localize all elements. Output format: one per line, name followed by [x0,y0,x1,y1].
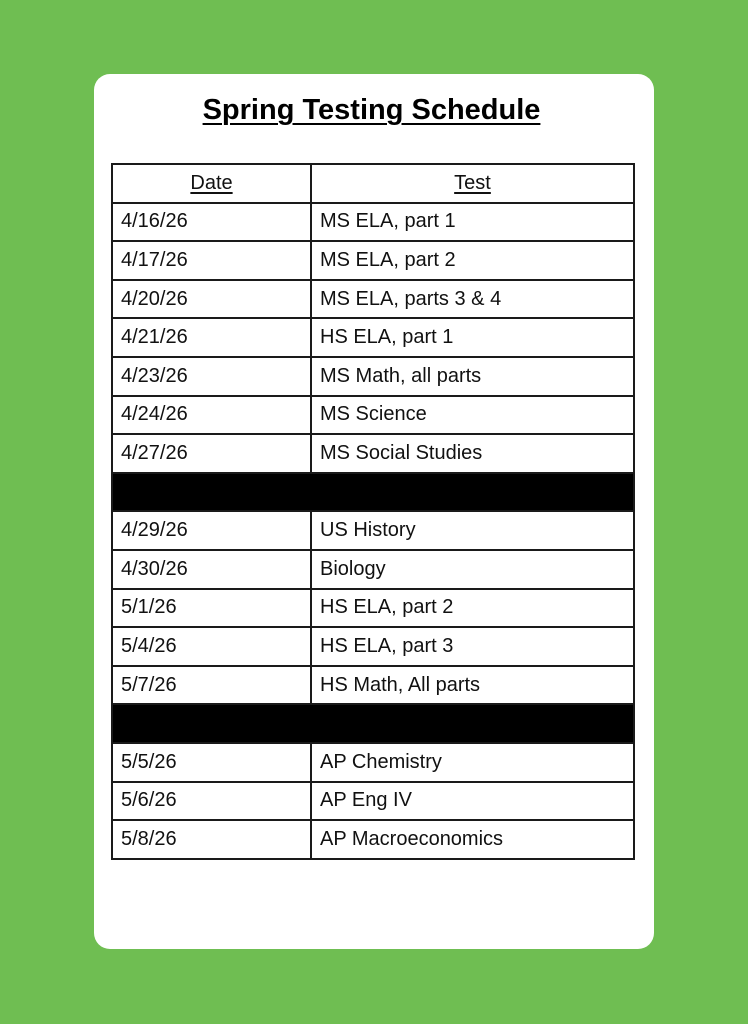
date-cell: 5/8/26 [112,820,311,859]
test-cell: MS ELA, parts 3 & 4 [311,280,634,319]
date-cell: 4/17/26 [112,241,311,280]
test-cell: AP Chemistry [311,743,634,782]
table-row [112,511,634,550]
date-cell: 5/6/26 [112,782,311,821]
table-row [112,782,634,821]
date-cell: 5/5/26 [112,743,311,782]
date-cell: 4/20/26 [112,280,311,319]
table-row [112,241,634,280]
date-cell: 5/4/26 [112,627,311,666]
table-header-row [112,164,634,203]
table-row [112,627,634,666]
test-cell: MS Science [311,396,634,435]
date-cell: 4/24/26 [112,396,311,435]
section-separator-row [112,473,634,512]
date-column-header: Date [112,164,311,203]
page-title: Spring Testing Schedule [202,94,541,126]
test-cell: AP Macroeconomics [311,820,634,859]
test-cell: MS ELA, part 1 [311,203,634,242]
separator-bar [112,473,634,512]
table-row [112,589,634,628]
schedule-table [111,163,635,860]
test-cell: HS Math, All parts [311,666,634,705]
table-row [112,203,634,242]
date-cell: 4/27/26 [112,434,311,473]
date-cell: 5/7/26 [112,666,311,705]
table-row [112,434,634,473]
test-cell: MS ELA, part 2 [311,241,634,280]
date-cell: 4/16/26 [112,203,311,242]
test-cell: MS Social Studies [311,434,634,473]
table-row [112,666,634,705]
table-row [112,820,634,859]
date-cell: 4/23/26 [112,357,311,396]
test-column-header: Test [311,164,634,203]
date-cell: 4/21/26 [112,318,311,357]
table-row [112,280,634,319]
table-row [112,743,634,782]
date-cell: 4/30/26 [112,550,311,589]
test-cell: Biology [311,550,634,589]
test-cell: HS ELA, part 1 [311,318,634,357]
test-cell: HS ELA, part 3 [311,627,634,666]
table-row [112,550,634,589]
separator-bar [112,704,634,743]
date-cell: 5/1/26 [112,589,311,628]
table-row [112,357,634,396]
test-cell: HS ELA, part 2 [311,589,634,628]
table-row [112,396,634,435]
date-cell: 4/29/26 [112,511,311,550]
section-separator-row [112,704,634,743]
test-cell: AP Eng IV [311,782,634,821]
test-cell: MS Math, all parts [311,357,634,396]
table-row [112,318,634,357]
test-cell: US History [311,511,634,550]
